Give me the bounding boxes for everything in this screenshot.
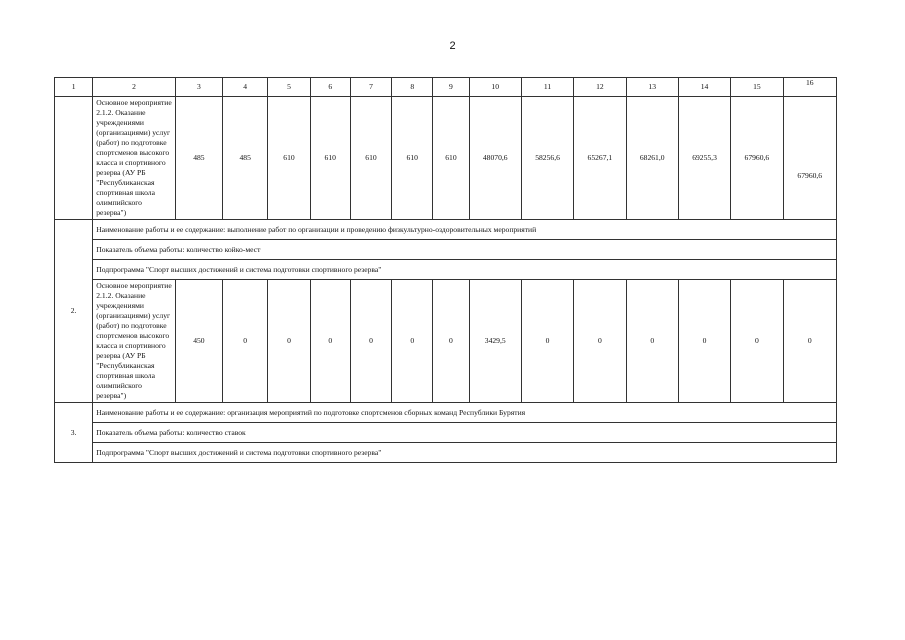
header-cell: 10 [469, 78, 521, 97]
volume-indicator: Показатель объема работы: количество ставок [93, 423, 837, 443]
table-row [55, 443, 837, 463]
header-cell: 2 [93, 78, 176, 97]
value-cell: 0 [626, 280, 678, 403]
value-cell: 69255,3 [678, 97, 730, 220]
table-row [55, 280, 837, 403]
value-cell: 485 [223, 97, 268, 220]
row-number: 3. [55, 403, 93, 463]
header-cell: 5 [268, 78, 310, 97]
work-name: Наименование работы и ее содержание: организация мероприятий по подготовке спортсменов сборных команд Республики Бурятия [93, 403, 837, 423]
value-cell: 67960,6 [731, 97, 783, 220]
budget-table [54, 77, 837, 463]
value-cell: 48070,6 [469, 97, 521, 220]
value-cell: 610 [392, 97, 433, 220]
value-cell: 0 [783, 280, 836, 403]
header-cell: 13 [626, 78, 678, 97]
table-row [55, 260, 837, 280]
value-cell: 610 [433, 97, 469, 220]
value-cell: 610 [310, 97, 350, 220]
table-row [55, 240, 837, 260]
work-name: Наименование работы и ее содержание: выполнение работ по организации и проведению физкультурно-оздоровительных мероприятий [93, 220, 837, 240]
value-cell: 67960,6 [783, 97, 836, 220]
value-cell: 0 [731, 280, 783, 403]
subprogram: Подпрограмма "Спорт высших достижений и система подготовки спортивного резерва" [93, 443, 837, 463]
value-cell: 610 [268, 97, 310, 220]
value-cell: 58256,6 [521, 97, 573, 220]
value-cell: 0 [310, 280, 350, 403]
header-cell: 9 [433, 78, 469, 97]
subprogram: Подпрограмма "Спорт высших достижений и система подготовки спортивного резерва" [93, 260, 837, 280]
activity-description: Основное мероприятие 2.1.2. Оказание учреждениями (организациями) услуг (работ) по подготовке спортсменов высокого класса и спортивного резерва (АУ РБ "Республиканская спортивная школа олимпийского резерва") [93, 97, 176, 220]
value-cell: 0 [268, 280, 310, 403]
activity-description: Основное мероприятие 2.1.2. Оказание учреждениями (организациями) услуг (работ) по подготовке спортсменов высокого класса и спортивного резерва (АУ РБ "Республиканская спортивная школа олимпийского резерва") [93, 280, 176, 403]
value-cell: 0 [350, 280, 391, 403]
value-cell: 0 [392, 280, 433, 403]
header-cell: 6 [310, 78, 350, 97]
value-cell: 450 [175, 280, 222, 403]
header-cell: 16 [783, 78, 836, 97]
value-cell: 0 [433, 280, 469, 403]
value-cell: 0 [223, 280, 268, 403]
header-cell: 4 [223, 78, 268, 97]
row-number: 2. [55, 220, 93, 403]
header-cell: 8 [392, 78, 433, 97]
header-cell: 12 [574, 78, 626, 97]
table-row [55, 97, 837, 220]
page-number: 2 [449, 40, 456, 52]
header-cell: 11 [521, 78, 573, 97]
table-row [55, 423, 837, 443]
value-cell: 0 [574, 280, 626, 403]
header-cell: 14 [678, 78, 730, 97]
value-cell: 65267,1 [574, 97, 626, 220]
value-cell: 0 [521, 280, 573, 403]
value-cell: 68261,0 [626, 97, 678, 220]
header-cell: 3 [175, 78, 222, 97]
row-number [55, 97, 93, 220]
value-cell: 0 [678, 280, 730, 403]
table-row [55, 403, 837, 423]
header-cell: 7 [350, 78, 391, 97]
value-cell: 610 [350, 97, 391, 220]
value-cell: 3429,5 [469, 280, 521, 403]
header-row [55, 78, 837, 97]
value-cell: 485 [175, 97, 222, 220]
header-cell: 15 [731, 78, 783, 97]
table-row [55, 220, 837, 240]
volume-indicator: Показатель объема работы: количество койко-мест [93, 240, 837, 260]
header-cell: 1 [55, 78, 93, 97]
